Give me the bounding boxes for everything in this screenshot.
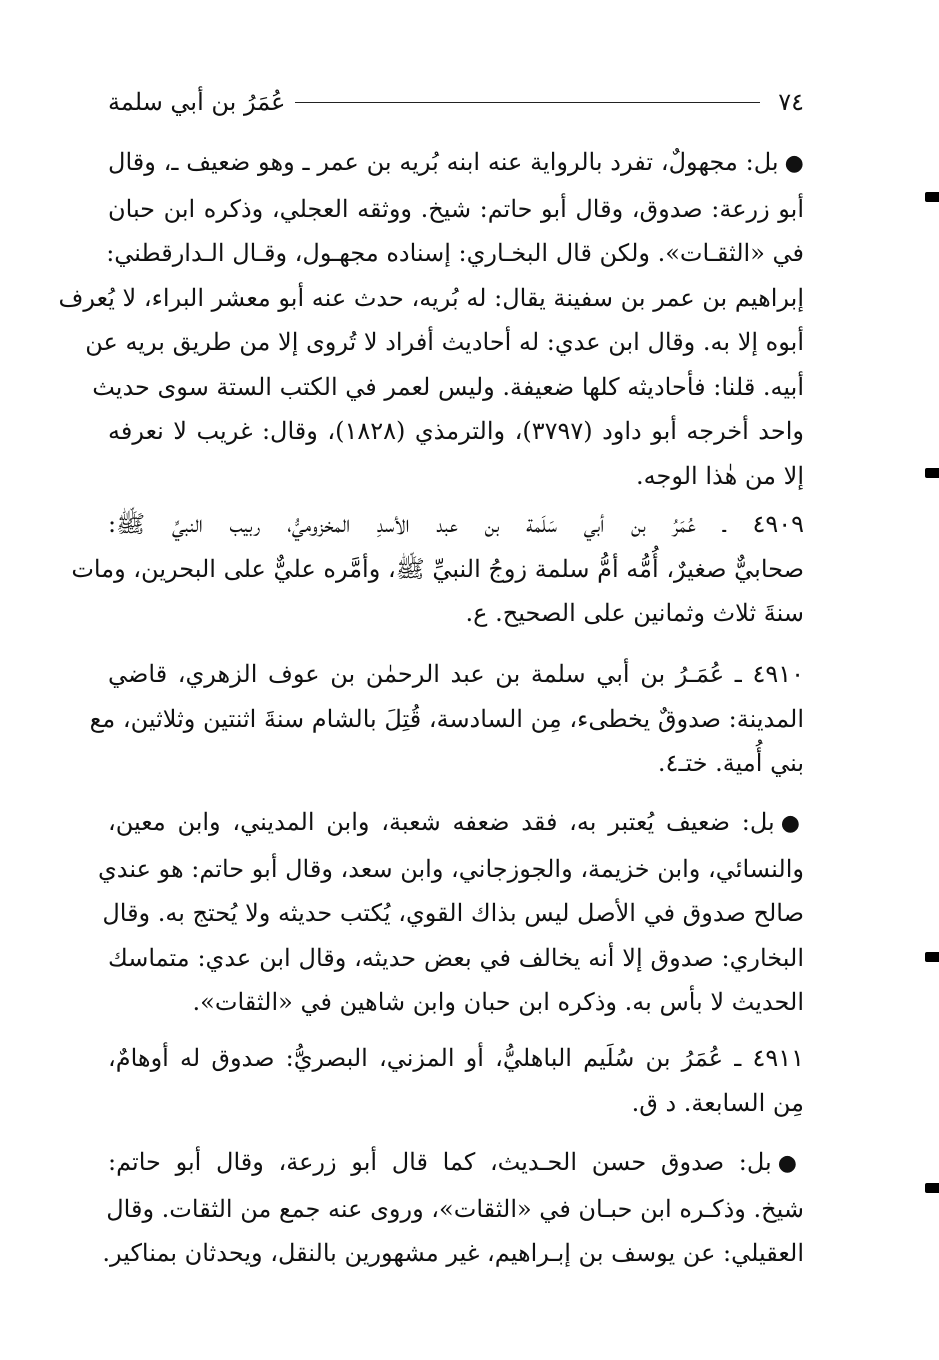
entry-4909 (71, 502, 804, 636)
text-line: مِن السابعة. د ق. (631, 1088, 804, 1117)
entry-4910 (89, 652, 804, 786)
text-line: بني أُمية. ختـ٤. (657, 749, 804, 777)
text-line: واحد أخرجه أبو داود (٣٧٩٧)، والترمذي (١٨٢٨)، وقال: غريب لا نعرفه (108, 417, 805, 445)
text-line: ٤٩٠٩ ـ عُمَرُ بن أبي سَلَمة بن عبد الأسدِ المخزوميُّ، ربيب النبيِّ ﷺ: (108, 510, 804, 538)
text-line: والنسائي، وابن خزيمة، والجوزجاني، وابن سعد، وقال أبو حاتم: هو عندي (97, 854, 804, 883)
text-line: بل: مجهولٌ، تفرد بالرواية عنه ابنه بُريه بن عمر ـ وهو ضعيف ـ، وقال (108, 148, 779, 176)
bullet-icon: ● (777, 1151, 805, 1176)
commentary-block (102, 1140, 805, 1276)
text-line: شيخ. وذكـره ابن حبـان في «الثقات»، وروى عنه جمع من الثقات. وقال (106, 1194, 804, 1223)
text-line: صالح صدوق في الأصل ليس بذاك القوي، يُكتب حديثه ولا يُحتج به. وقال (102, 899, 804, 927)
running-title: عُمَرُ بن أبي سلمة (108, 88, 286, 116)
text-line: ٤٩١٠ ـ عُمَـرُ بن أبي سلمة بن عبد الرحمٰن بن عوف الزهري، قاضي (108, 660, 804, 688)
page-header (108, 86, 804, 118)
commentary-block (97, 800, 805, 1025)
text-line: أبو زرعة: صدوق، وقال أبو حاتم: شيخ. ووثقه العجلي، وذكره ابن حبان (108, 194, 804, 223)
text-line: في «الثقـات». ولكن قال البخـاري: إسناده مجهـول، وقـال الـدارقطني: (106, 239, 804, 267)
commentary-block (58, 140, 805, 498)
scan-edge-mark (925, 952, 939, 962)
text-line: المدينة: صدوقٌ يخطىء، مِن السادسة، قُتِلَ بالشام سنةَ اثنتين وثلاثين، مع (89, 704, 804, 733)
text-line: العقيلي: عن يوسف بن إبـراهيم، غير مشهورين بالنقل، ويحدثان بمناكير. (102, 1239, 804, 1267)
entry-4911 (108, 1036, 804, 1125)
text-line: سنةَ ثلاث وثمانين على الصحيح. ع. (465, 599, 804, 627)
text-line: البخاري: صدوق إلا أنه يخالف في بعض حديثه، وقال ابن عدي: متماسك (108, 943, 804, 972)
text-line: الحديث لا بأس به. وذكره ابن حبان وابن شاهين في «الثقات». (192, 988, 804, 1016)
scan-edge-mark (925, 468, 939, 478)
header-rule (295, 102, 760, 103)
text-line: إلا من هٰذا الوجه. (636, 461, 804, 490)
bullet-icon: ● (784, 151, 805, 176)
bullet-icon: ● (780, 811, 805, 836)
text-line: أبيه. قلنا: فأحاديثه كلها ضعيفة. وليس لعمر في الكتب الستة سوى حديث (92, 372, 804, 401)
scan-edge-mark (925, 1183, 939, 1193)
text-line: أبوه إلا به. وقال ابن عدي: له أحاديث أفراد لا تُروى إلا من طريق بريه عن (85, 328, 804, 356)
page-number: ٧٤ (778, 88, 804, 116)
text-line: بل: صدوق حسن الحـديث، كما قال أبو زرعة، وقال أبو حاتم: (108, 1148, 772, 1176)
scan-edge-mark (925, 192, 939, 202)
text-line: بل: ضعيف يُعتبر به، فقد ضعفه شعبة، وابن المديني، وابن معين، (108, 808, 775, 836)
text-line: صحابيٌّ صغيرٌ، أُمُّه أمُّ سلمة زوجُ النبيِّ ﷺ، وأمَّره عليٌّ على البحرين، ومات (71, 554, 804, 583)
text-line: ٤٩١١ ـ عُمَرُ بن سُلَيم الباهليُّ، أو المزني، البصريُّ: صدوق له أوهامٌ، (108, 1044, 804, 1072)
text-line: إبراهيم بن عمر بن سفينة يقال: له بُريه، حدث عنه أبو معشر البراء، لا يُعرف (58, 283, 804, 312)
